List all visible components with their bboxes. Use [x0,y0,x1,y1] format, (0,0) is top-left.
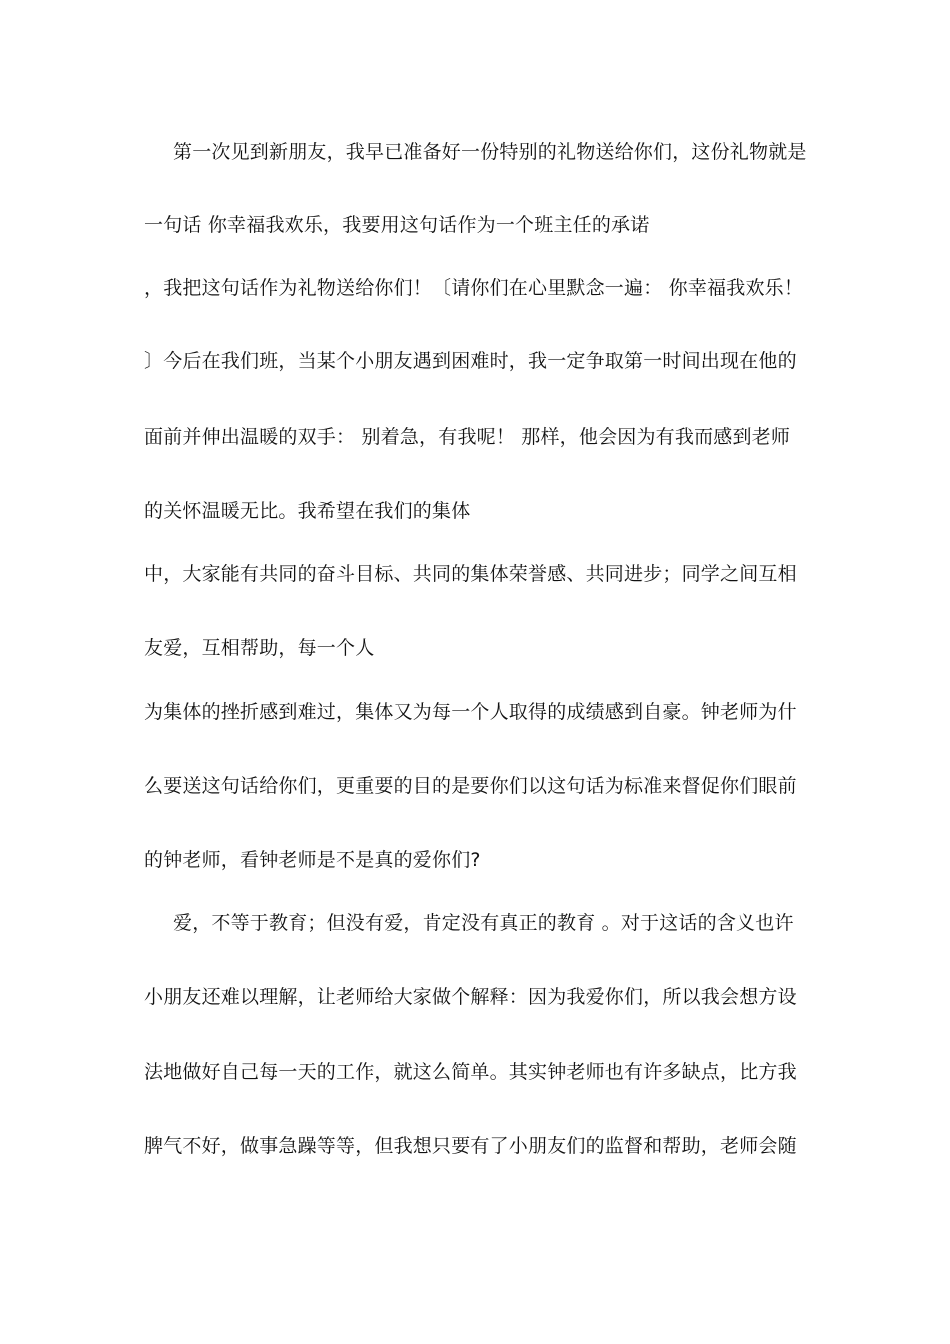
text-line: 〕今后在我们班，当某个小朋友遇到困难时，我一定争取第一时间出现在他的 [144,350,797,372]
text-line: 一句话 你幸福我欢乐，我要用这句话作为一个班主任的承诺 [144,214,650,236]
text-line: 的钟老师，看钟老师是不是真的爱你们? [144,849,481,871]
text-line: 第一次见到新朋友，我早已准备好一份特别的礼物送给你们，这份礼物就是 [173,141,807,163]
text-line: 么要送这句话给你们，更重要的目的是要你们以这句话为标准来督促你们眼前 [144,775,797,797]
text-line: 中，大家能有共同的奋斗目标、共同的集体荣誉感、共同进步；同学之间互相 [144,563,797,585]
text-line: 面前并伸出温暖的双手： 别着急，有我呢！ 那样，他会因为有我而感到老师 [144,426,791,448]
text-line: 爱，不等于教育；但没有爱，肯定没有真正的教育 。对于这话的含义也许 [173,912,794,934]
text-line: 友爱，互相帮助，每一个人 [144,637,375,659]
text-line: 脾气不好，做事急躁等等，但我想只要有了小朋友们的监督和帮助，老师会随 [144,1135,797,1157]
text-line: ，我把这句话作为礼物送给你们！〔请你们在心里默念一遍： 你幸福我欢乐！ [144,277,804,299]
text-line: 法地做好自己每一天的工作，就这么简单。其实钟老师也有许多缺点，比方我 [144,1061,797,1083]
text-line: 的关怀温暖无比。我希望在我们的集体 [144,500,471,522]
text-line: 小朋友还难以理解，让老师给大家做个解释：因为我爱你们，所以我会想方设 [144,986,797,1008]
text-line: 为集体的挫折感到难过，集体又为每一个人取得的成绩感到自豪。钟老师为什 [144,701,797,723]
